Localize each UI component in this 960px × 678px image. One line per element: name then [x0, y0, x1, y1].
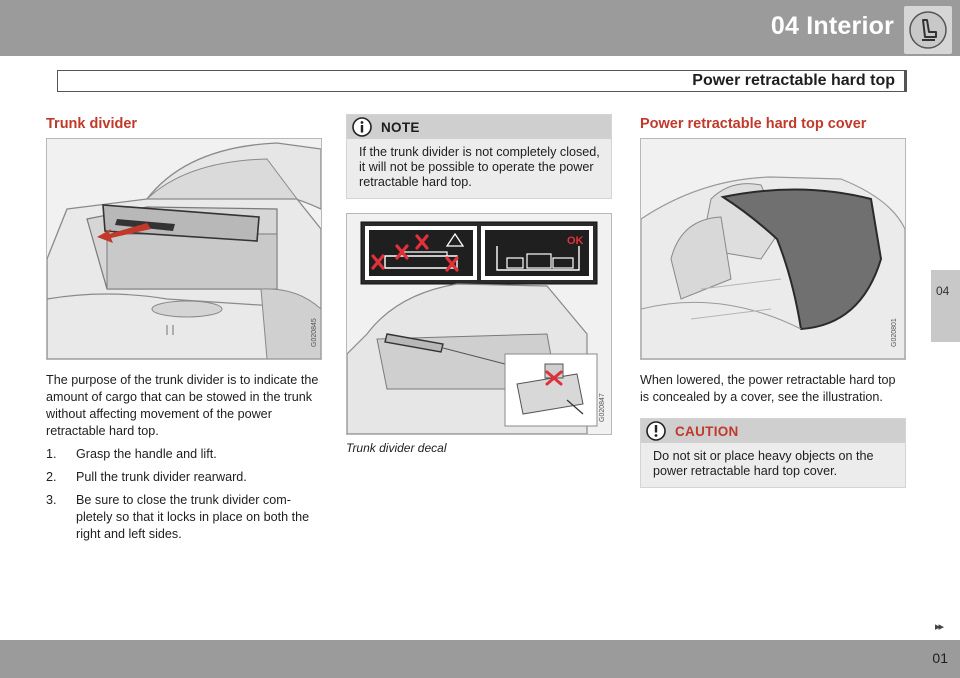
hard-top-cover-illustration [640, 138, 906, 360]
note-box [346, 114, 612, 199]
note-text: If the trunk divider is not completely closed, it will not be possible to operate the power retractable hard top. [359, 145, 600, 189]
car-trunk-illustration [47, 139, 321, 359]
seat-icon [908, 10, 948, 50]
section-bar [57, 70, 905, 92]
decal-illustration [347, 214, 611, 434]
note-label: NOTE [381, 120, 420, 135]
step-item: 2. Pull the trunk divider rearward. [46, 470, 247, 484]
chapter-title: 04 Interior [770, 12, 894, 40]
decal-caption: Trunk divider decal [346, 441, 447, 455]
section-bar-end [904, 70, 907, 92]
column-trunk-divider [46, 110, 322, 549]
trunk-divider-paragraph: The purpose of the trunk divider is to indicate the amount of cargo that can be stowed in the trunk without affecting movement of the power retractable hard top. [46, 373, 319, 438]
chapter-icon-box [904, 6, 952, 54]
image-code: G020847 [599, 393, 606, 422]
note-header [347, 115, 611, 139]
caution-header [641, 419, 905, 443]
trunk-divider-steps [46, 446, 322, 543]
trunk-divider-heading: Trunk divider [46, 116, 138, 132]
section-title: Power retractable hard top [692, 72, 895, 89]
next-page-arrow[interactable]: ▸▸ [934, 621, 942, 633]
trunk-divider-decal-illustration [346, 213, 612, 435]
column-hard-top-cover [640, 110, 906, 488]
hard-top-cover-paragraph: When lowered, the power retractable hard top is concealed by a cover, see the illustration. [640, 373, 896, 404]
exclamation-icon [645, 421, 667, 441]
convertible-illustration [641, 139, 905, 359]
info-icon [351, 117, 373, 137]
hard-top-cover-heading: Power retractable hard top cover [640, 116, 867, 132]
caution-box [640, 418, 906, 488]
chapter-side-tab-label: 04 [936, 284, 950, 298]
bottom-band [0, 640, 960, 678]
chapter-side-tab[interactable] [931, 270, 960, 342]
image-code: G020801 [891, 318, 898, 347]
image-code: G020845 [311, 318, 318, 347]
step-item: 1. Grasp the handle and lift. [46, 447, 217, 461]
trunk-divider-illustration [46, 138, 322, 360]
caution-text: Do not sit or place heavy objects on the power retractable hard top cover. [653, 449, 874, 478]
caution-label: CAUTION [675, 424, 739, 439]
decal-ok-label: OK [567, 235, 584, 247]
step-item: 3. Be sure to close the trunk divider com-pletely so that it locks in place on both the right and left sides. [46, 493, 310, 541]
column-note [346, 114, 622, 455]
page-number: 01 [932, 650, 948, 666]
